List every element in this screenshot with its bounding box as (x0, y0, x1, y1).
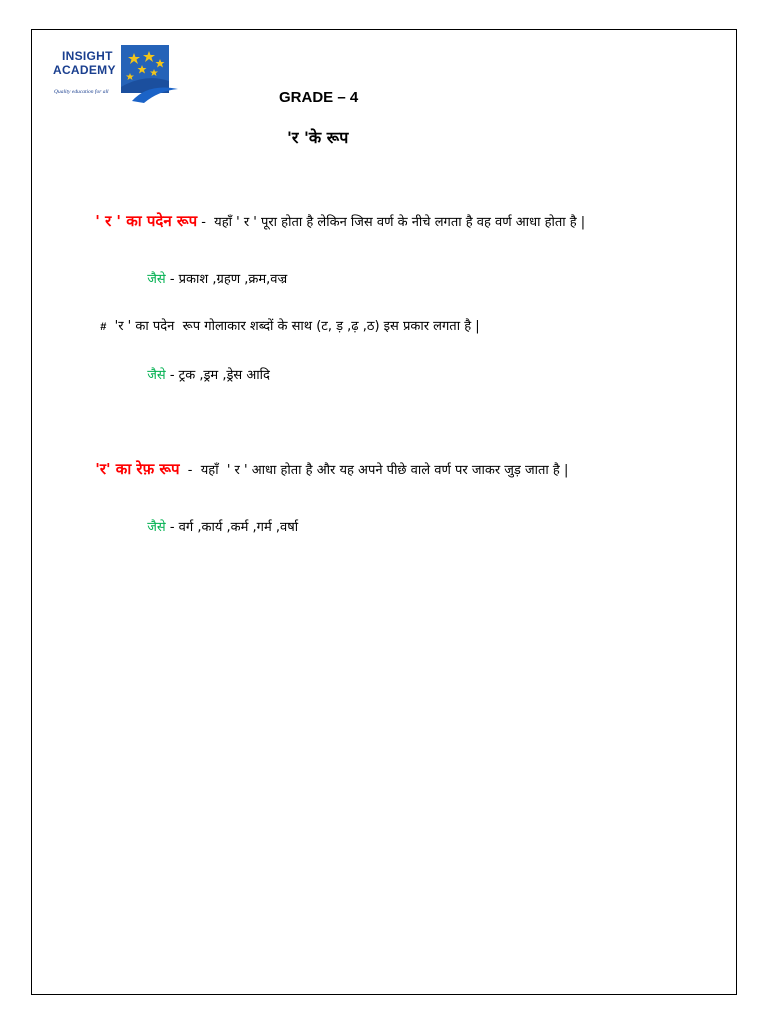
page-border (31, 29, 737, 995)
logo-emblem-icon (118, 43, 180, 105)
note-line (92, 301, 480, 334)
section1-example-text: - प्रकाश ,ग्रहण ,क्रम,वज्र (165, 272, 288, 287)
note-text: 'र ' का पदेन रूप गोलाकार शब्दों के साथ (ट, ड़ ,ढ़ ,ठ) इस प्रकार लगता है | (106, 319, 480, 334)
insight-academy-logo (52, 43, 182, 105)
section2-example-text: - वर्ग ,कार्य ,कर्म ,गर्म ,वर्षा (165, 520, 299, 535)
section2-line (87, 444, 568, 479)
section2-example-label: जैसे (147, 520, 166, 535)
grade-heading: GRADE – 4 (279, 89, 359, 106)
note-marker: # (100, 321, 107, 333)
section1-example (139, 254, 287, 287)
note-example-label: जैसे (147, 368, 166, 383)
section1-text: - यहाँ ' र ' पूरा होता है लेकिन जिस वर्ण के नीचे लगता है वह वर्ण आधा होता है | (197, 215, 586, 230)
section2-heading: 'र' का रेफ़ रूप (95, 460, 180, 478)
note-example (139, 350, 270, 383)
section1-line (87, 196, 585, 231)
section1-example-label: जैसे (147, 272, 166, 287)
logo-line1: INSIGHT (62, 49, 113, 63)
logo-tagline: Quality education for all (54, 89, 109, 95)
section1-heading: ' र ' का पदेन रूप (95, 212, 198, 230)
note-example-text: - ट्रक ,ड्रम ,ड्रेस आदि (165, 368, 270, 383)
page-title: 'र 'के रूप (287, 128, 349, 147)
section2-example (139, 502, 298, 535)
section2-text: - यहाँ ' र ' आधा होता है और यह अपने पीछे वाले वर्ण पर जाकर जुड़ जाता है | (179, 463, 569, 478)
logo-line2: ACADEMY (53, 63, 116, 77)
